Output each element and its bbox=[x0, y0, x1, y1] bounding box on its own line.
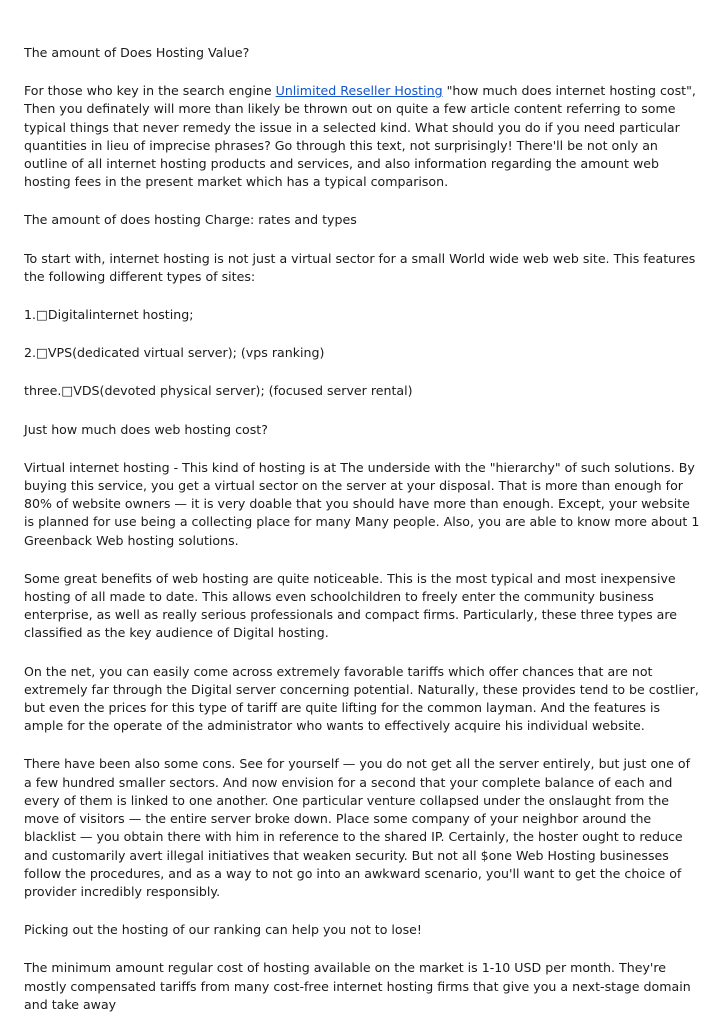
list-item bbox=[24, 306, 700, 324]
list-item-marker: 2.□VPS bbox=[24, 345, 73, 361]
body-paragraph: There have been also some cons. See for yourself — you do not get all the server entirely, but just one of a few hundred smaller sectors. And now envision for a second that your complete balance of each and every of them is linked to one another. One particular venture collapsed under the onslaught from the move of visitors — the entire server broke down. Place some company of your neighbor around the blacklist — you obtain there with him in reference to the shared IP. Certainly, the hoster ought to reduce and customarily avert illegal initiatives that weaken security. But not all $one Web Hosting businesses follow the procedures, and as a way to not go into an awkward scenario, you'll want to get the choice of provider incredibly responsibly. bbox=[24, 756, 691, 899]
body-paragraph: On the net, you can easily come across extremely favorable tariffs which offer chances that are not extremely far through the Digital server concerning potential. Naturally, these provides tend to be costlier, but even the prices for this type of tariff are quite lifting for the common layman. And the features is ample for the operate of the administrator who wants to effectively acquire his individual website. bbox=[24, 663, 699, 734]
unlimited-reseller-hosting-link[interactable]: Unlimited Reseller Hosting bbox=[275, 83, 443, 99]
intro-paragraph bbox=[24, 82, 700, 191]
list-item bbox=[24, 344, 700, 362]
body-paragraph: The minimum amount regular cost of hosting available on the market is 1-10 USD per month. They're mostly compensated tariffs from many cost-free internet hosting firms that give you a next-stage domain and take away bbox=[24, 960, 691, 1012]
section-heading-cost: Just how much does web hosting cost? bbox=[24, 421, 268, 437]
section-heading-rates: The amount of does hosting Charge: rates and types bbox=[24, 212, 357, 228]
list-item-text: (devoted physical server); (focused server rental) bbox=[99, 383, 413, 399]
types-intro-paragraph: To start with, internet hosting is not just a virtual sector for a small World wide web web site. This features the following different types of sites: bbox=[24, 250, 696, 284]
list-item-text: internet hosting; bbox=[88, 307, 194, 323]
list-item-text: (dedicated virtual server); (vps ranking) bbox=[72, 345, 325, 361]
document-body bbox=[24, 44, 700, 1034]
list-item bbox=[24, 382, 700, 400]
body-paragraph: Virtual internet hosting - This kind of hosting is at The underside with the "hierarchy" of such solutions. By buying this service, you get a virtual sector on the server at your disposal. That is more than enough for 80% of website owners — it is very doable that you should have more than enough. Except, your website is planned for use being a collecting place for many Many people. Also, you are able to know more about 1 Greenback Web hosting solutions. bbox=[24, 459, 700, 548]
intro-text-before-link: For those who key in the search engine bbox=[24, 83, 276, 99]
list-item-marker: 1.□Digital bbox=[24, 307, 89, 323]
intro-text-after-link: "how much does internet hosting cost", Then you definately will more than likely be thrown out on quite a few article content referring to some typical things that never remedy the issue in a selected kind. What should you do if you need particular quantities in lieu of imprecise phrases? Go through this text, not surprisingly! There'll be not only an outline of all internet hosting products and services, and also information regarding the amount web hosting fees in the present market which has a typical comparison. bbox=[24, 83, 696, 190]
document-title: The amount of Does Hosting Value? bbox=[24, 45, 250, 60]
list-item-marker: three.□VDS bbox=[24, 383, 100, 399]
body-paragraph: Some great benefits of web hosting are quite noticeable. This is the most typical and most inexpensive hosting of all made to date. This allows even schoolchildren to freely enter the community business enterprise, as well as really serious professionals and compact firms. Particularly, these three types are classified as the key audience of Digital hosting. bbox=[24, 570, 677, 641]
body-paragraph: Picking out the hosting of our ranking can help you not to lose! bbox=[24, 922, 422, 938]
